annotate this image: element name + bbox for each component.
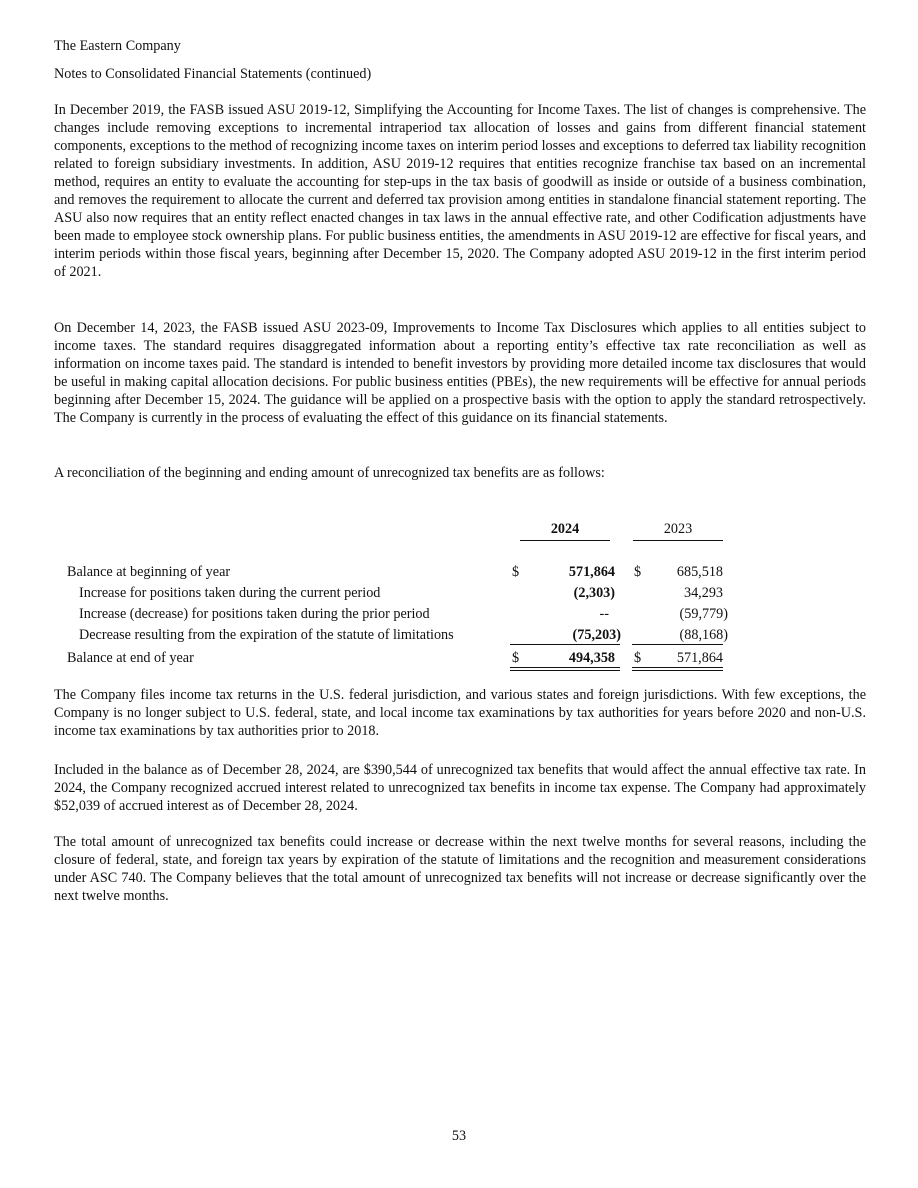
subtotal-rule-2023 xyxy=(632,644,723,645)
currency-symbol: $ xyxy=(634,650,642,666)
table-row xyxy=(54,584,866,604)
subtotal-rule-2024 xyxy=(510,644,620,645)
unrecognized-tax-benefits-table xyxy=(54,520,866,670)
currency-symbol: $ xyxy=(512,564,520,580)
column-header-2023: 2023 xyxy=(633,520,723,541)
currency-symbol: $ xyxy=(512,650,520,666)
column-header-2024: 2024 xyxy=(520,520,610,541)
row-label: Decrease resulting from the expiration of the statute of limitations xyxy=(79,627,454,643)
page-number: 53 xyxy=(451,1128,467,1144)
value-2023: (59,779) xyxy=(679,606,728,622)
paragraph-reconciliation-intro: A reconciliation of the beginning and ending amount of unrecognized tax benefits are as follows: xyxy=(54,465,605,481)
table-row xyxy=(54,605,866,625)
row-label: Increase for positions taken during the current period xyxy=(79,585,381,601)
paragraph-asu-2019-12: In December 2019, the FASB issued ASU 2019-12, Simplifying the Accounting for Income Taxes. The list of changes is comprehensive. The changes include removing exceptions to incremental intraperiod tax allocation of losses and gains from different financial statement components, exceptions to the method of recognizing income taxes on interim period losses and exceptions to deferred tax liability recognition related to foreign subsidiary investments. In addition, ASU 2019-12 requires that entities recognize franchise tax based on an incremental method, requires an entity to evaluate the accounting for step-ups in the tax basis of goodwill as inside or outside of a business combination, and removes the requirement to allocate the current and deferred tax provision among entities in standalone financial statement reporting. The ASU also now requires that an entity reflect enacted changes in tax laws in the annual effective rate, and other Codification adjustments have been made to employee stock ownership plans. For public business entities, the amendments in ASU 2019-12 are effective for fiscal years, and interim periods within those fiscal years, beginning after December 15, 2020. The Company adopted ASU 2019-12 in the first interim period of 2021. xyxy=(54,102,866,280)
paragraph-asu-2023-09: On December 14, 2023, the FASB issued ASU 2023-09, Improvements to Income Tax Disclosures which applies to all entities subject to income taxes. The standard requires disaggregated information about a reporting entity’s effective tax rate reconciliation as well as information on income taxes paid. The standard is intended to benefit investors by providing more detailed income tax disclosures that would be useful in making capital allocation decisions. For public business entities (PBEs), the new requirements will be effective for annual periods beginning after December 15, 2024. The guidance will be applied on a prospective basis with the option to apply the standard retrospectively. The Company is currently in the process of evaluating the effect of this guidance on its financial statements. xyxy=(54,320,866,426)
value-2024: 494,358 xyxy=(568,650,615,666)
table-row xyxy=(54,563,866,583)
paragraph-included-balance: Included in the balance as of December 28, 2024, are $390,544 of unrecognized tax benefits that would affect the annual effective tax rate. In 2024, the Company recognized accrued interest related to unrecognized tax benefits in income tax expense. The Company had approximately $52,039 of accrued interest as of December 28, 2024. xyxy=(54,762,866,814)
paragraph-total-amount: The total amount of unrecognized tax benefits could increase or decrease within the next twelve months for several reasons, including the closure of federal, state, and foreign tax years by expiration of the statute of limitations and the recognition and measurement considerations under ASC 740. The Company believes that the total amount of unrecognized tax benefits will not increase or decrease significantly over the next twelve months. xyxy=(54,834,866,904)
total-double-rule-2024 xyxy=(510,667,620,671)
value-2023: 571,864 xyxy=(676,650,723,666)
row-label: Balance at end of year xyxy=(67,650,194,666)
value-2023: 685,518 xyxy=(676,564,723,580)
currency-symbol: $ xyxy=(634,564,642,580)
total-double-rule-2023 xyxy=(632,667,723,671)
value-2024: 571,864 xyxy=(568,564,615,580)
value-2024: -- xyxy=(599,606,609,622)
table-row-total xyxy=(54,649,866,669)
value-2023: 34,293 xyxy=(683,585,723,601)
value-2023: (88,168) xyxy=(679,627,728,643)
row-label: Balance at beginning of year xyxy=(67,564,231,580)
paragraph-jurisdictions: The Company files income tax returns in the U.S. federal jurisdiction, and various states and foreign jurisdictions. With few exceptions, the Company is no longer subject to U.S. federal, state, and local income tax examinations by tax authorities for years before 2020 and non-U.S. income tax examinations by tax authorities prior to 2018. xyxy=(54,687,866,739)
table-row xyxy=(54,626,866,646)
row-label: Increase (decrease) for positions taken during the prior period xyxy=(79,606,430,622)
value-2024: (2,303) xyxy=(573,585,615,601)
value-2024: (75,203) xyxy=(572,627,621,643)
company-name: The Eastern Company xyxy=(54,38,181,54)
document-subtitle: Notes to Consolidated Financial Statements (continued) xyxy=(54,66,372,82)
